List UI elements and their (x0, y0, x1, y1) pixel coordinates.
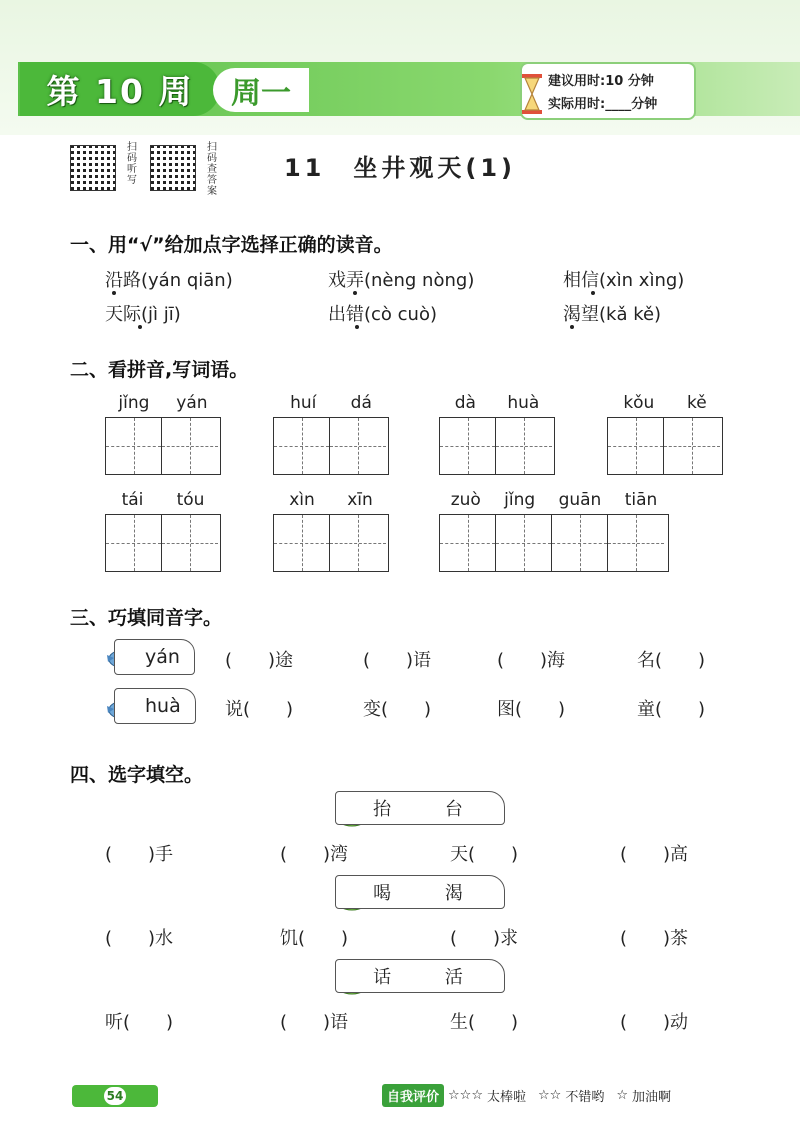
blank-item[interactable]: ( )手 (105, 844, 174, 865)
writing-grid[interactable] (273, 514, 389, 572)
blank-item[interactable]: ( )湾 (280, 844, 349, 865)
pinyin: jǐng (118, 393, 150, 413)
writing-cell[interactable] (274, 515, 330, 571)
writing-cell[interactable] (162, 418, 218, 474)
word-group (607, 393, 723, 475)
pinyin: xìn (289, 490, 315, 510)
writing-cell[interactable] (162, 515, 218, 571)
blank-item[interactable]: ( )求 (450, 928, 519, 949)
writing-grid[interactable] (439, 417, 555, 475)
pinyin-row (105, 490, 221, 510)
pinyin-choice-item[interactable]: 出错(cò cuò) (328, 304, 437, 325)
self-evaluation (382, 1084, 671, 1107)
section1-heading: 一、用“√”给加点字选择正确的读音。 (70, 234, 393, 256)
pinyin: jǐng (504, 490, 536, 510)
hourglass-icon (520, 74, 544, 114)
emphasis-dot (112, 291, 116, 295)
section2-heading: 二、看拼音,写词语。 (70, 359, 249, 381)
pinyin-box-text: huà (145, 695, 181, 717)
writing-grid[interactable] (607, 417, 723, 475)
lesson-title: 11 坐井观天(1) (283, 154, 517, 182)
emphasis-dot (353, 291, 357, 295)
rating-great: 太棒啦 (486, 1090, 526, 1105)
section3-heading: 三、巧填同音字。 (70, 607, 223, 629)
emphasis-dot (138, 325, 142, 329)
pinyin: huí (290, 393, 317, 413)
writing-cell[interactable] (106, 515, 162, 571)
word-group (105, 490, 221, 572)
pinyin-box (114, 688, 196, 724)
pinyin-row (273, 490, 389, 510)
pinyin: huà (507, 393, 540, 413)
day-label: 周一 (213, 68, 309, 112)
pinyin-row (273, 393, 389, 413)
blank-item[interactable]: 名( ) (637, 650, 706, 671)
pinyin-row (607, 393, 723, 413)
emphasis-dot (570, 325, 574, 329)
pinyin: tóu (176, 490, 205, 510)
choice-box: 话 活 (335, 959, 505, 993)
writing-cell[interactable] (330, 515, 386, 571)
writing-cell[interactable] (664, 418, 720, 474)
word-group (105, 393, 221, 475)
writing-cell[interactable] (440, 515, 496, 571)
pinyin: tiān (624, 490, 658, 510)
suggested-time: 建议用时:10 分钟 (548, 74, 654, 89)
pinyin: dà (454, 393, 476, 413)
self-eval-label: 自我评价 (382, 1084, 444, 1107)
word-group (273, 490, 389, 572)
star-icon[interactable]: ☆ (616, 1088, 628, 1103)
pinyin: xīn (347, 490, 373, 510)
pinyin: yán (176, 393, 208, 413)
rating-good: 不错哟 (565, 1090, 605, 1105)
writing-grid[interactable] (105, 417, 221, 475)
writing-cell[interactable] (608, 515, 664, 571)
writing-cell[interactable] (608, 418, 664, 474)
pinyin-choice-item[interactable]: 天际(jì jī) (105, 304, 181, 325)
blank-item[interactable]: 图( ) (497, 699, 566, 720)
blank-item[interactable]: ( )途 (225, 650, 294, 671)
pinyin-choice-item[interactable]: 沿路(yán qiān) (105, 270, 233, 291)
page-number-badge (72, 1085, 158, 1107)
section4-heading: 四、选字填空。 (70, 764, 204, 786)
pinyin: kǒu (623, 393, 655, 413)
pinyin-choice-item[interactable]: 戏弄(nèng nòng) (328, 270, 475, 291)
blank-item[interactable]: 说( ) (225, 699, 294, 720)
blank-item[interactable]: 天( ) (450, 844, 519, 865)
word-group (439, 490, 669, 572)
actual-time: 实际用时:____分钟 (548, 97, 658, 112)
blank-item[interactable]: 童( ) (637, 699, 706, 720)
star-icon[interactable]: ☆☆☆ (448, 1088, 483, 1103)
pinyin: tái (121, 490, 144, 510)
blank-item[interactable]: 变( ) (363, 699, 432, 720)
pinyin-box (114, 639, 195, 675)
blank-item[interactable]: 饥( ) (280, 928, 349, 949)
writing-cell[interactable] (552, 515, 608, 571)
pinyin: dá (350, 393, 372, 413)
writing-cell[interactable] (496, 515, 552, 571)
writing-grid[interactable] (273, 417, 389, 475)
blank-item[interactable]: ( )茶 (620, 928, 689, 949)
emphasis-dot (591, 291, 595, 295)
writing-cell[interactable] (106, 418, 162, 474)
writing-grid[interactable] (105, 514, 221, 572)
blank-item[interactable]: 听( ) (105, 1012, 174, 1033)
blank-item[interactable]: 生( ) (450, 1012, 519, 1033)
word-group (273, 393, 389, 475)
pinyin-choice-item[interactable]: 相信(xìn xìng) (563, 270, 685, 291)
pinyin: kě (686, 393, 707, 413)
writing-cell[interactable] (496, 418, 552, 474)
blank-item[interactable]: ( )动 (620, 1012, 689, 1033)
emphasis-dot (355, 325, 359, 329)
week-label: 第 10 周 (20, 62, 220, 116)
qr-label-answers: 扫码查答案 (207, 142, 217, 197)
pinyin-choice-item[interactable]: 渴望(kǎ kě) (563, 304, 662, 325)
choice-box: 抬 台 (335, 791, 505, 825)
pinyin-row (439, 393, 555, 413)
blank-item[interactable]: ( )海 (497, 650, 566, 671)
pinyin-box-text: yán (145, 646, 180, 668)
pinyin: zuò (450, 490, 481, 510)
pinyin-row (439, 490, 669, 510)
pinyin: guān (558, 490, 602, 510)
qr-label-dictation: 扫码听写 (127, 142, 137, 186)
blank-item[interactable]: ( )语 (280, 1012, 349, 1033)
choice-box: 喝 渴 (335, 875, 505, 909)
star-icon[interactable]: ☆☆ (538, 1088, 562, 1103)
word-group (439, 393, 555, 475)
writing-grid[interactable] (439, 514, 669, 572)
page-number: 54 (104, 1087, 126, 1105)
writing-cell[interactable] (274, 418, 330, 474)
pinyin-row (105, 393, 221, 413)
blank-item[interactable]: ( )水 (105, 928, 174, 949)
writing-cell[interactable] (440, 418, 496, 474)
blank-item[interactable]: ( )语 (363, 650, 432, 671)
rating-try: 加油啊 (631, 1090, 671, 1105)
blank-item[interactable]: ( )高 (620, 844, 689, 865)
writing-cell[interactable] (330, 418, 386, 474)
